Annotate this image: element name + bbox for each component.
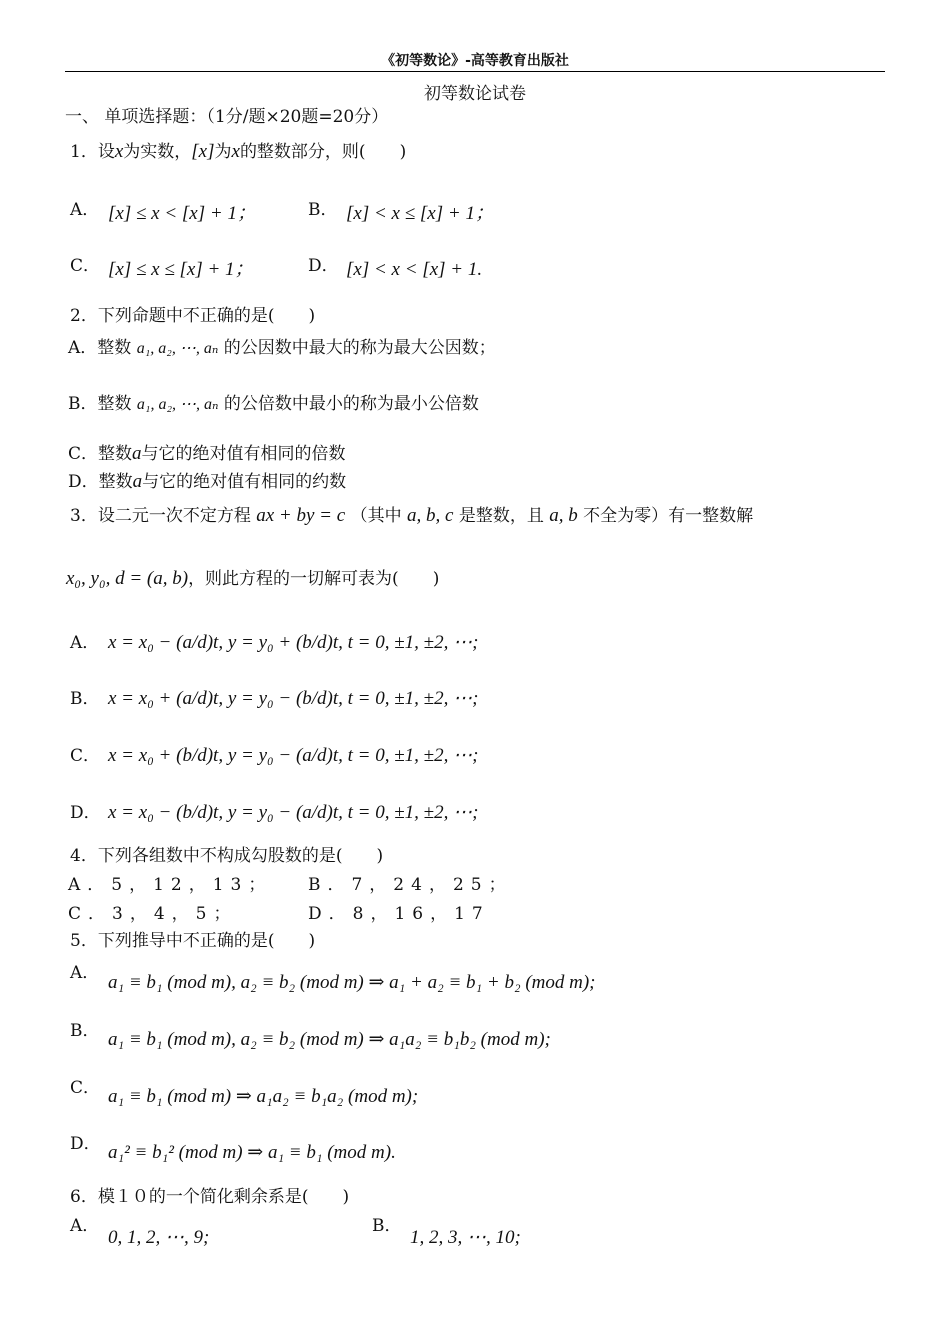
q3-option-a-expr: x = x₀ − (a/d)t, y = y₀ + (b/d)t, t = 0, ±1, ±2, ⋯; <box>108 632 479 653</box>
question-6-stem: 6．模１０的一个简化剩余系是( ) <box>70 1187 350 1207</box>
question-3-stem <box>70 505 753 527</box>
q6-option-b-expr: 1, 2, 3, ⋯, 10; <box>410 1227 521 1248</box>
q3-solution: x₀, y₀, d = (a, b) <box>66 568 189 589</box>
q3-option-d-expr: x = x₀ − (b/d)t, y = y₀ − (a/d)t, t = 0, ±1, ±2, ⋯; <box>108 802 479 823</box>
q3-option-b-expr: x = x₀ + (a/d)t, y = y₀ − (b/d)t, t = 0, ±1, ±2, ⋯; <box>108 688 479 709</box>
q5-option-b-expr: a₁ ≡ b₁ (mod m), a₂ ≡ b₂ (mod m) ⇒ a₁a₂ ≡ b₁b₂ (mod m); <box>108 1029 551 1050</box>
q1-option-a-label: A． <box>70 200 100 220</box>
q3-post: 不全为零）有一整数解 <box>583 506 754 526</box>
q2-option-c <box>68 443 346 465</box>
q2-b-seq: a₁, a₂, ⋯, aₙ <box>136 396 219 413</box>
question-2-stem: 2．下列命题中不正确的是( ) <box>70 306 316 326</box>
running-header: 《初等数论》-高等教育出版社 <box>381 53 569 69</box>
q5-option-a-label: A． <box>70 963 100 983</box>
q5-option-c-expr: a₁ ≡ b₁ (mod m) ⇒ a₁a₂ ≡ b₁a₂ (mod m); <box>108 1086 419 1107</box>
q1-pre: 1．设 <box>70 142 115 162</box>
q1-option-d-label: D． <box>308 256 339 276</box>
q3-ab: a, b <box>549 505 578 526</box>
q3-option-d-label: D． <box>70 803 101 823</box>
q1-post: 的整数部分，则( ) <box>239 142 407 162</box>
q2-c-var: a <box>132 443 142 464</box>
q1-floor-x: [x] <box>191 141 215 162</box>
question-4-stem: 4．下列各组数中不构成勾股数的是( ) <box>70 846 384 866</box>
q1-option-d-expr: [x] < x < [x] + 1. <box>346 259 483 280</box>
q1-mid: 为实数， <box>123 142 192 162</box>
q5-option-b-label: B． <box>70 1021 100 1041</box>
q5-option-a-expr: a₁ ≡ b₁ (mod m), a₂ ≡ b₂ (mod m) ⇒ a₁ + a₂ ≡ b₁ + b₂ (mod m); <box>108 972 596 993</box>
q1-mid2: 为 <box>214 142 232 162</box>
question-1-stem <box>70 141 406 163</box>
q6-option-a-label: A． <box>70 1216 100 1236</box>
q1-option-a-expr: [x] ≤ x < [x] + 1； <box>108 203 256 224</box>
q2-c-label: C．整数 <box>68 444 133 464</box>
q2-a-post: 的公因数中最大的称为最大公因数； <box>223 338 496 358</box>
q6-option-b-label: B． <box>372 1216 402 1236</box>
q2-d-post: 与它的绝对值有相同的约数 <box>142 472 347 492</box>
q3-option-a-label: A． <box>70 633 100 653</box>
q4-option-a: A．5，12，13； <box>68 875 273 895</box>
exam-title: 初等数论试卷 <box>424 84 526 104</box>
q2-b-post: 的公倍数中最小的称为最小公倍数 <box>223 394 479 414</box>
q2-d-label: D．整数 <box>68 472 133 492</box>
q2-option-a <box>68 337 496 360</box>
q1-option-c-label: C． <box>70 256 101 276</box>
question-3-stem-cont <box>66 568 439 590</box>
q3-pre: 3．设二元一次不定方程 <box>70 506 251 526</box>
q3-option-c-expr: x = x₀ + (b/d)t, y = y₀ − (a/d)t, t = 0, ±1, ±2, ⋯; <box>108 745 479 766</box>
q6-option-a-expr: 0, 1, 2, ⋯, 9; <box>108 1227 210 1248</box>
q2-option-b <box>68 393 479 416</box>
question-5-stem: 5．下列推导中不正确的是( ) <box>70 931 316 951</box>
q2-option-d <box>68 471 346 493</box>
q2-d-var: a <box>132 471 143 492</box>
q4-option-b: B．7，24，25； <box>308 875 513 895</box>
q5-option-d-expr: a₁² ≡ b₁² (mod m) ⇒ a₁ ≡ b₁ (mod m). <box>108 1142 396 1163</box>
q1-option-c-expr: [x] ≤ x ≤ [x] + 1； <box>108 259 254 280</box>
q4-option-d: D．8，16，17 <box>308 904 490 924</box>
header-rule <box>65 71 885 72</box>
q2-c-post: 与它的绝对值有相同的倍数 <box>141 444 346 464</box>
q1-option-b-label: B． <box>308 200 338 220</box>
q2-a-seq: a₁, a₂, ⋯, aₙ <box>136 340 219 357</box>
q2-b-label: B．整数 <box>68 394 132 414</box>
q5-option-c-label: C． <box>70 1078 101 1098</box>
q3-mid2: 是整数，且 <box>458 506 544 526</box>
q3-post2: ，则此方程的一切解可表为( ) <box>188 569 440 589</box>
q1-var-x2: x <box>231 141 240 162</box>
q3-equation: ax + by = c <box>256 505 346 526</box>
q3-option-c-label: C． <box>70 746 101 766</box>
q3-mid: （其中 <box>350 506 402 526</box>
q3-option-b-label: B． <box>70 689 100 709</box>
q1-option-b-expr: [x] < x ≤ [x] + 1； <box>346 203 494 224</box>
section-heading: 一、 单项选择题：（1分/题×20题=20分） <box>65 107 389 127</box>
q2-a-label: A．整数 <box>68 338 132 358</box>
q1-var-x: x <box>114 141 124 162</box>
q5-option-d-label: D． <box>70 1134 101 1154</box>
q3-abc: a, b, c <box>407 505 454 526</box>
q4-option-c: C．3，4，5； <box>68 904 238 924</box>
